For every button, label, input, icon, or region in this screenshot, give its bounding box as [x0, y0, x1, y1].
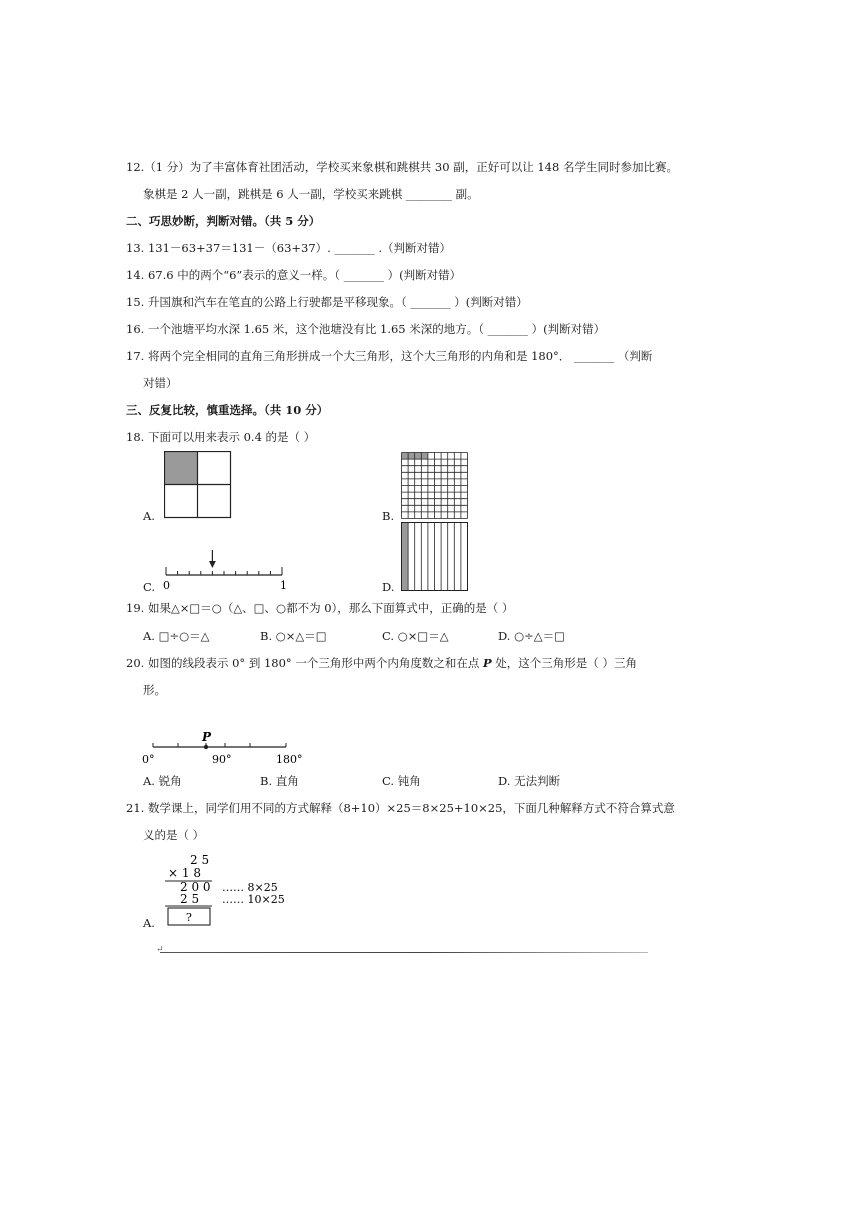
tick-0-label: 0° [142, 753, 155, 766]
q15: 15. 升国旗和汽车在笔直的公路上行驶都是平移现象。（ _______ ）(判断对错） [126, 295, 528, 309]
q20-stem-part1: 20. 如图的线段表示 0° 到 180° 一个三角形中两个内角度数之和在点 [126, 656, 483, 670]
q19-option-b: B. ○×△＝□ [260, 629, 327, 643]
q19-option-d: D. ○÷△＝□ [498, 629, 566, 643]
q17-line1: 17. 将两个完全相同的直角三角形拼成一个大三角形，这个大三角形的内角和是 180°． _______ （判断 [126, 349, 653, 363]
section-3-heading: 三、反复比较，慎重选择。（共 10 分） [126, 403, 329, 417]
calc-row-1: 2 5 [190, 853, 210, 867]
q18-option-b-label: B. [382, 509, 395, 523]
q19-option-c: C. ○×□＝△ [382, 629, 449, 643]
q18-figure-a [164, 451, 234, 521]
calc-row-2: × 1 8 [168, 866, 201, 880]
q21-line2: 义的是（ ） [143, 828, 205, 842]
section-2-heading: 二、巧思妙断，判断对错。（共 5 分） [126, 214, 321, 228]
point-p-label: P [202, 730, 212, 744]
q16: 16. 一个池塘平均水深 1.65 米，这个池塘没有比 1.65 米深的地方。（ _______ ）(判断对错） [126, 322, 606, 336]
q19-option-a: A. □÷○＝△ [143, 629, 210, 643]
q20-segment-figure [140, 727, 310, 767]
q18-stem: 18. 下面可以用来表示 0.4 的是（ ） [126, 430, 316, 444]
q20-option-b: B. 直角 [260, 774, 299, 788]
calc-note-2: …… 10×25 [222, 893, 285, 906]
q18-option-a-label: A. [143, 509, 155, 523]
calc-row-3: 2 0 0 [180, 880, 211, 894]
q18-figure-c-ruler [162, 548, 287, 593]
q14: 14. 67.6 中的两个“6”表示的意义一样。（ _______ ）(判断对错） [126, 268, 462, 282]
calc-row-4: 2 5 [180, 892, 200, 906]
q18-figure-b-grid [401, 452, 469, 520]
q18-figure-d-strips [401, 522, 469, 592]
q20-stem-part2: 处，这个三角形是（ ）三角 [491, 656, 637, 670]
paragraph-mark: ↵ [156, 945, 164, 955]
grid-shaded-cell [408, 453, 415, 460]
calc-answer-box: ? [186, 911, 192, 924]
q20-option-a: A. 锐角 [143, 774, 182, 788]
q12-line2: 象棋是 2 人一副，跳棋是 6 人一副，学校买来跳棋 ________ 副。 [143, 187, 479, 201]
q19-stem: 19. 如果△×□＝○（△、□、○都不为 0），那么下面算式中，正确的是（ ） [126, 601, 514, 615]
q20-option-c: C. 钝角 [382, 774, 421, 788]
q21-vertical-calculation [160, 852, 320, 927]
q20-stem-line2: 形。 [143, 683, 166, 697]
q17-line2: 对错） [143, 376, 178, 390]
q21-option-a-label: A. [143, 916, 155, 930]
calc-note-1: …… 8×25 [222, 881, 278, 894]
strip-shaded [402, 523, 409, 591]
grid-shaded-cell [415, 453, 422, 460]
q18-option-c-label: C. [143, 580, 156, 594]
q21-line1: 21. 数学课上，同学们用不同的方式解释（8+10）×25＝8×25+10×25，下面几种解释方式不符合算式意 [126, 801, 675, 815]
ruler-zero-label: 0 [163, 579, 170, 592]
grid-shaded-cell [421, 453, 428, 460]
q13: 13. 131－63+37＝131－（63+37）. _______ .（判断对错） [126, 241, 452, 255]
q20-option-d: D. 无法判断 [498, 774, 561, 788]
ruler-one-label: 1 [280, 579, 287, 592]
point-p [204, 745, 208, 749]
grid-shaded-cell [402, 453, 409, 460]
q18-option-d-label: D. [382, 580, 395, 594]
q20-stem-point: P [483, 656, 492, 670]
tick-90-label: 90° [212, 753, 232, 766]
tick-180-label: 180° [276, 753, 303, 766]
q12-line1: 12.（1 分）为了丰富体育社团活动，学校买来象棋和跳棋共 30 副，正好可以让 148 名学生同时参加比赛。 [126, 160, 678, 174]
q20-stem-line1 [126, 656, 637, 670]
footer-divider [160, 952, 648, 953]
